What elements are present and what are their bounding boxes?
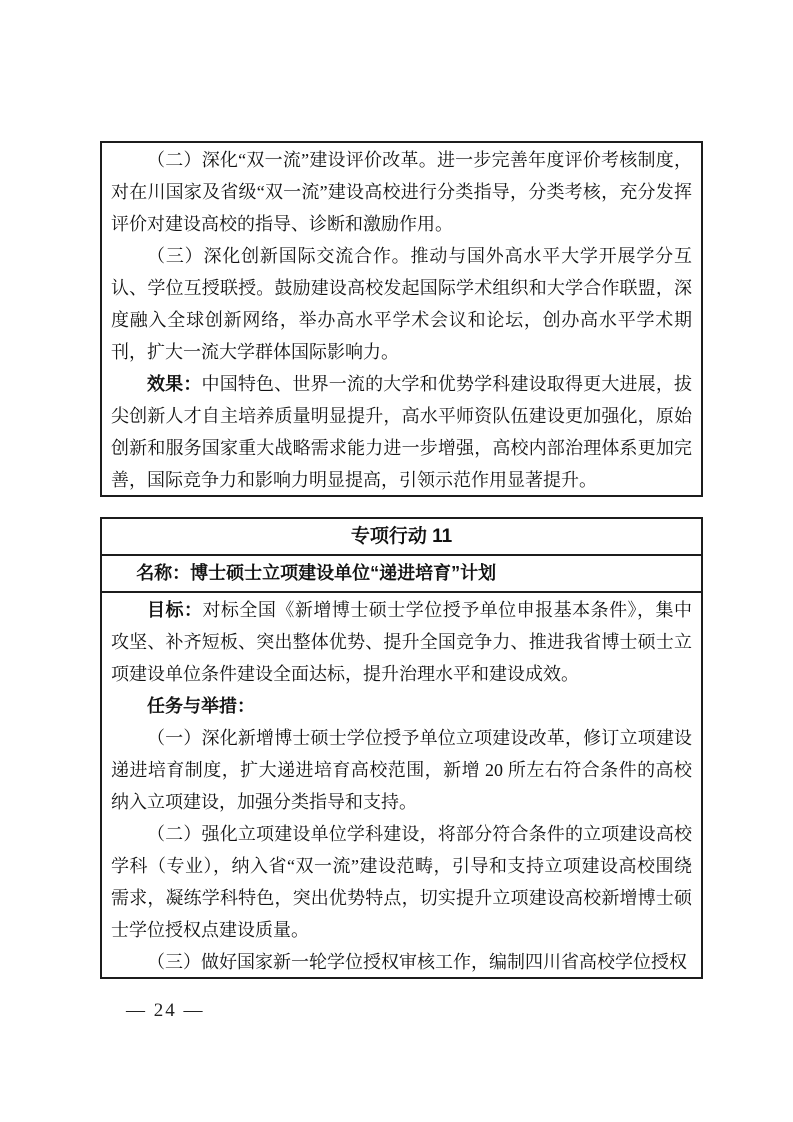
tasks-label: 任务与举措： <box>147 696 255 716</box>
goal-label: 目标： <box>147 600 203 620</box>
task-3-text: （三）做好国家新一轮学位授权审核工作，编制四川省高校学位授权 <box>147 952 687 972</box>
task-1-text: （一）深化新增博士硕士学位授予单位立项建设改革，修订立项建设递进培育制度，扩大递进培育高校范围，新增 20 所左右符合条件的高校纳入立项建设，加强分类指导和支持。 <box>111 728 692 812</box>
goal-paragraph <box>111 594 692 690</box>
effect-text: 中国特色、世界一流的大学和优势学科建设取得更大进展，拔尖创新人才自主培养质量明显提升，高水平师资队伍建设更加强化，原始创新和服务国家重大战略需求能力进一步增强，高校内部治理体系更加完善，国际竞争力和影响力明显提高，引领示范作用显著提升。 <box>111 374 693 490</box>
clause-3-paragraph <box>111 240 692 368</box>
clause-3-text: （三）深化创新国际交流合作。推动与国外高水平大学开展学分互认、学位互授联授。鼓励建设高校发起国际学术组织和大学合作联盟，深度融入全球创新网络，举办高水平学术会议和论坛，创办高水平学术期刊，扩大一流大学群体国际影响力。 <box>111 246 692 362</box>
double-first-class-section-box <box>100 141 703 497</box>
task-2-text: （二）强化立项建设单位学科建设，将部分符合条件的立项建设高校学科（专业），纳入省“双一流”建设范畴，引导和支持立项建设高校围绕需求，凝练学科特色，突出优势特点，切实提升立项建设高校新增博士硕士学位授权点建设质量。 <box>111 824 692 940</box>
special-action-title: 专项行动 11 <box>350 526 453 547</box>
special-action-title-row <box>102 519 701 556</box>
effect-label: 效果： <box>147 374 202 394</box>
special-action-11-box <box>100 517 703 979</box>
tasks-heading <box>111 690 692 722</box>
action-name-text: 名称：博士硕士立项建设单位“递进培育”计划 <box>136 563 497 583</box>
effect-paragraph <box>111 368 692 496</box>
page-number: — 24 — <box>126 1000 205 1021</box>
task-1-paragraph <box>111 722 692 818</box>
task-2-paragraph <box>111 818 692 946</box>
clause-2-text: （二）深化“双一流”建设评价改革。进一步完善年度评价考核制度，对在川国家及省级“双一流”建设高校进行分类指导，分类考核，充分发挥评价对建设高校的指导、诊断和激励作用。 <box>111 150 692 234</box>
clause-2-paragraph <box>111 144 692 240</box>
task-3-paragraph <box>111 946 692 973</box>
action-body <box>102 593 701 973</box>
action-name-row <box>102 556 701 593</box>
goal-text: 对标全国《新增博士硕士学位授予单位申报基本条件》，集中攻坚、补齐短板、突出整体优势、提升全国竞争力、推进我省博士硕士立项建设单位条件建设全面达标，提升治理水平和建设成效。 <box>111 600 693 684</box>
